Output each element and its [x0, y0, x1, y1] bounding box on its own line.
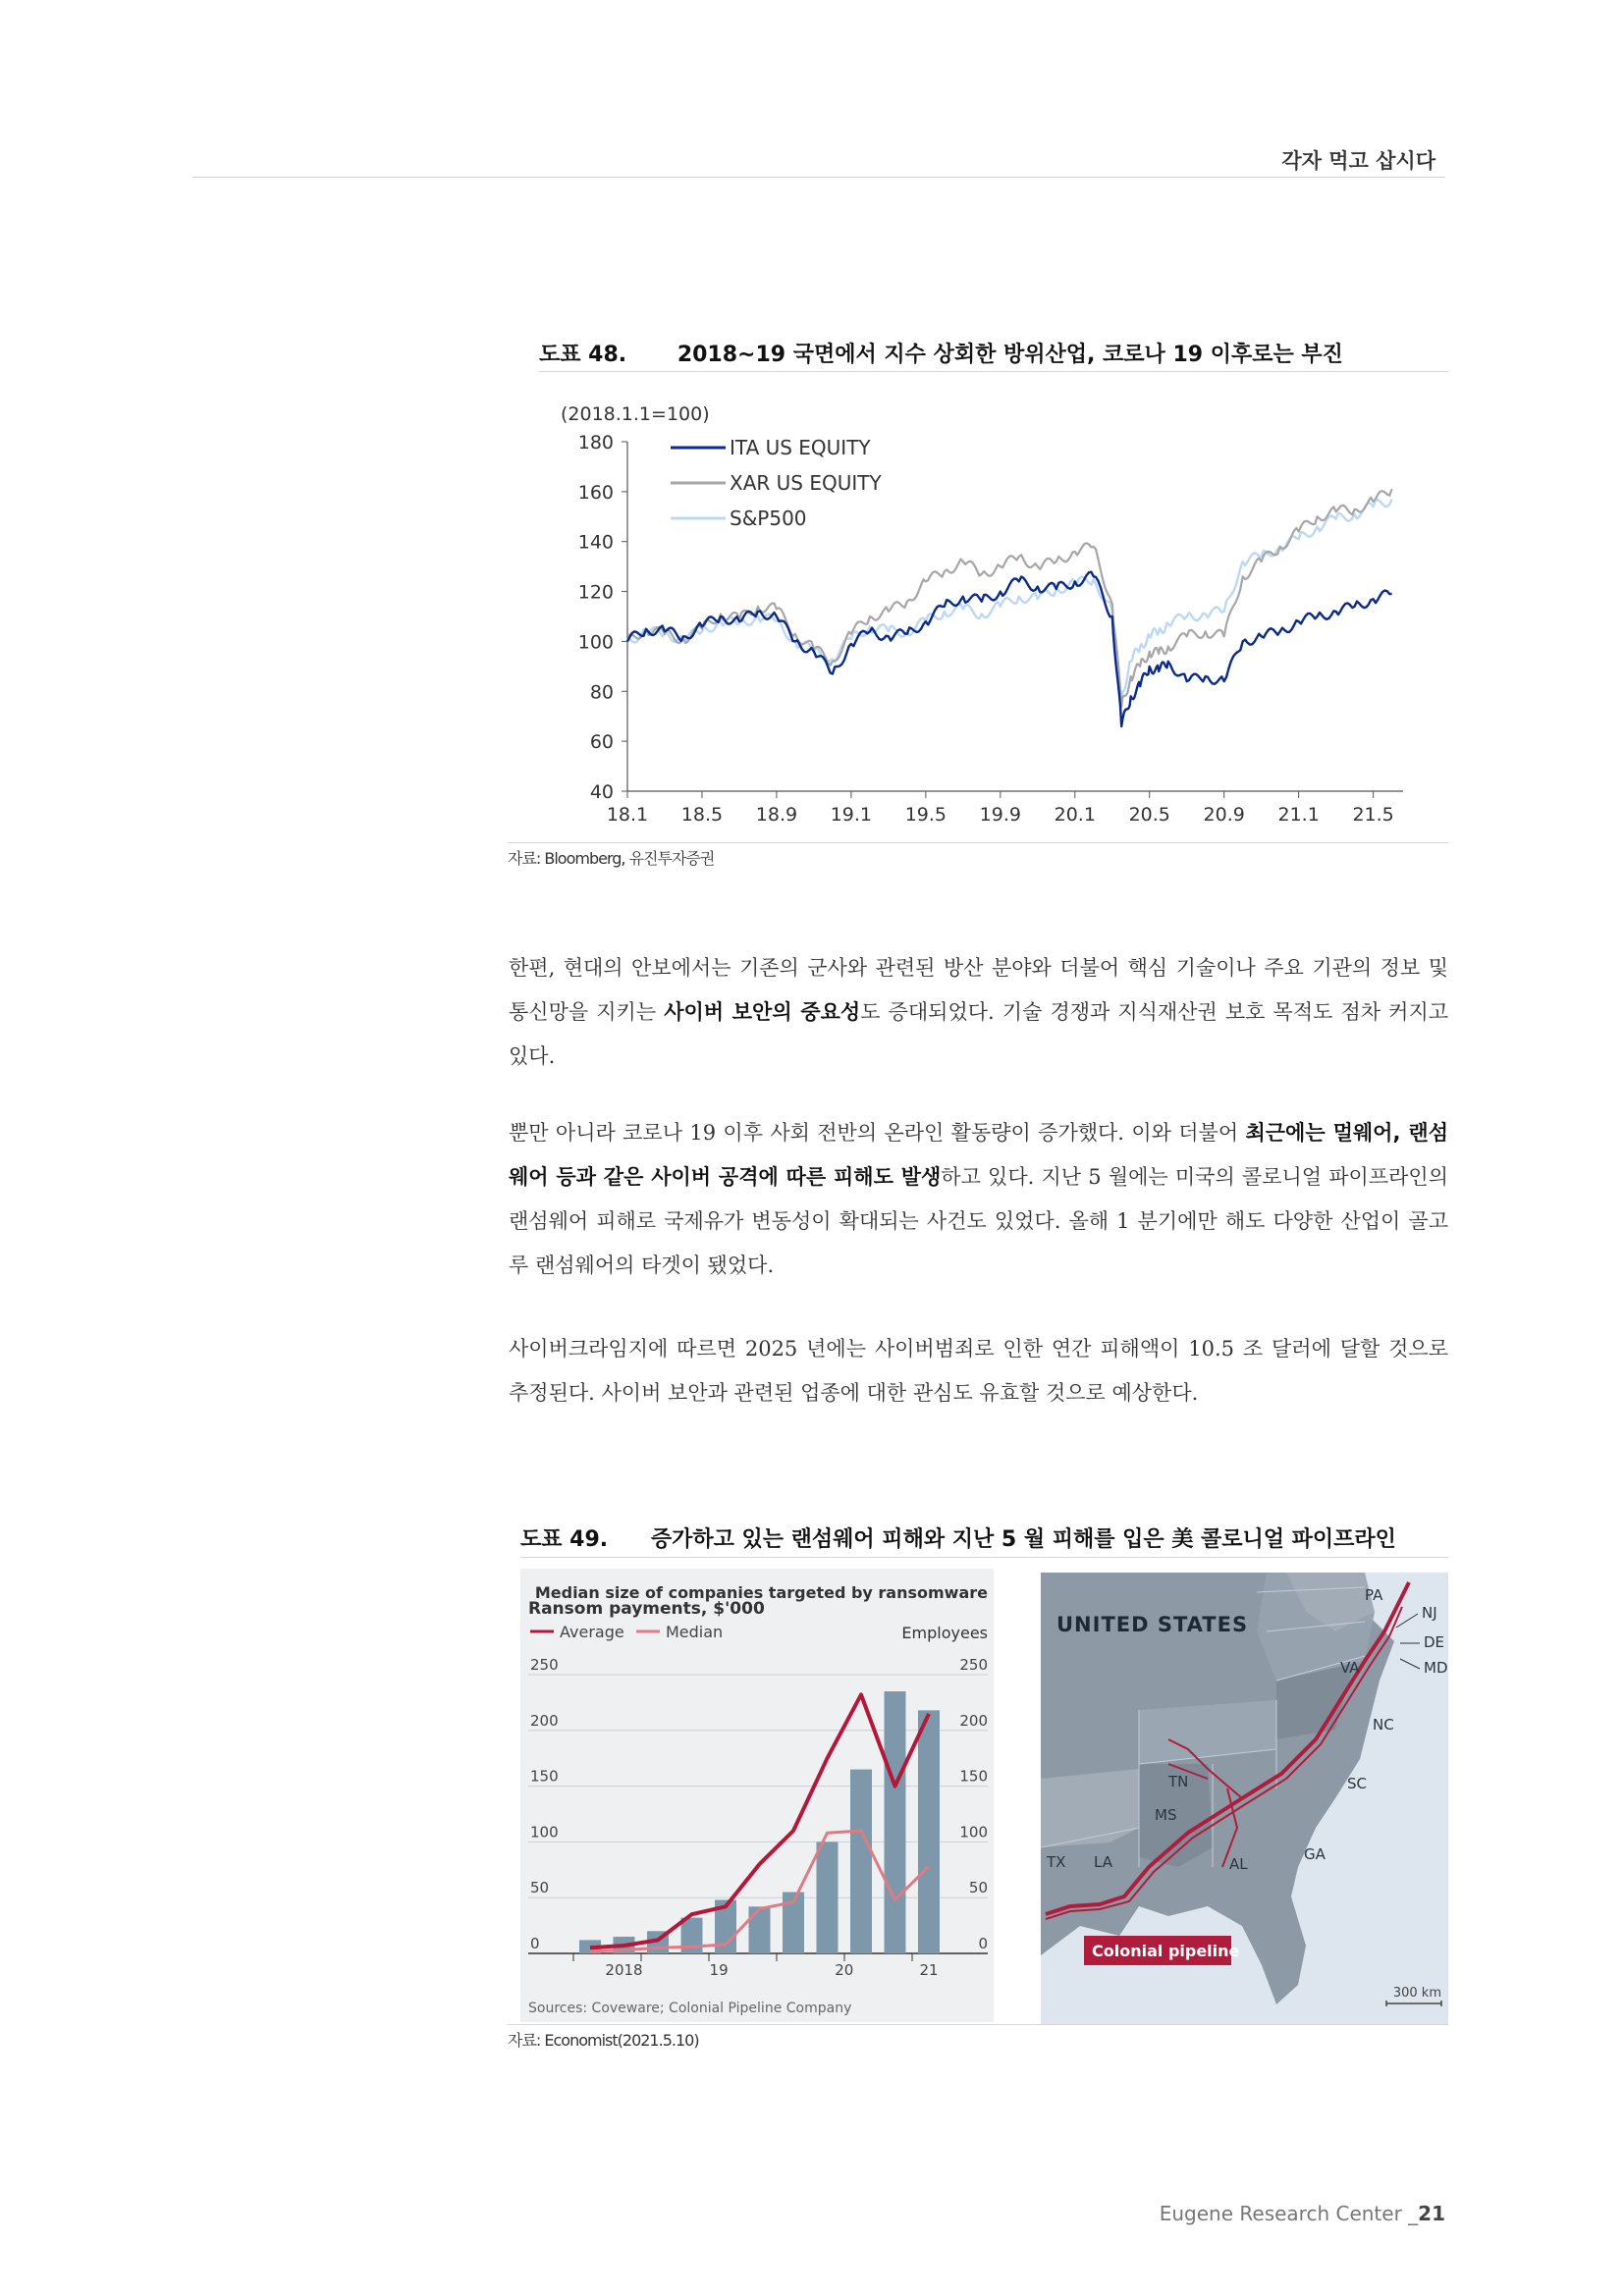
paragraph-2 [509, 1111, 1448, 1288]
chart49-x-tick-label: 2018 [605, 1961, 643, 1979]
figure48-heading [539, 338, 1343, 368]
chart49-left-tick-label: 0 [530, 1935, 540, 1952]
chart48-legend-label: XAR US EQUITY [730, 471, 882, 495]
chart48-x-tick-label: 21.1 [1277, 804, 1320, 826]
right-title: Median size of companies targeted by ransomware [534, 1583, 988, 1602]
page-number: 21 [1418, 2202, 1445, 2225]
chart48-y-tick-label: 80 [589, 681, 614, 704]
figure48-bottom-rule [508, 842, 1448, 843]
p2-text-b: 하고 있다. 지난 5 월에는 미국의 콜로니얼 파이프라인의 랜섬웨어 피해로 국제유가 변동성이 확대되는 사건도 있었다. 올해 1 분기에만 해도 다양한 산업이 골고루 랜섬웨어의 타겟이 됐었다. [509, 1165, 1448, 1277]
state-label-tn: TN [1168, 1773, 1189, 1790]
map-scale-label: 300 km [1392, 1986, 1441, 2001]
chart48-x-tick-label: 19.9 [979, 804, 1021, 826]
chart48-x-tick-label: 20.5 [1128, 804, 1170, 826]
state-label-tx: TX [1047, 1853, 1066, 1871]
figure48-title: 2018~19 국면에서 지수 상회한 방위산업, 코로나 19 이후로는 부진 [677, 343, 1343, 367]
pipeline-label: Colonial pipeline [1092, 1942, 1240, 1960]
chart49-right-tick-label: 100 [959, 1823, 988, 1842]
chart48-y-tick-label: 160 [577, 481, 614, 504]
state-label-ms: MS [1155, 1806, 1177, 1824]
paragraph-3 [509, 1327, 1448, 1415]
p1-text-a: 한편, 현대의 안보에서는 기존의 군사와 관련된 방산 분야와 더불어 핵심 기술이나 주요 기관의 정보 및 통신망을 지키는 [509, 956, 1448, 1024]
state-label-sc: SC [1347, 1775, 1367, 1792]
state-label-va: VA [1340, 1659, 1360, 1677]
header-rule [192, 177, 1445, 178]
figure48-source: 자료: Bloomberg, 유진투자증권 [508, 849, 715, 868]
map-title: UNITED STATES [1056, 1613, 1249, 1636]
chart49-legend-label: Median [666, 1623, 724, 1641]
chart49-left-tick-label: 50 [530, 1879, 550, 1897]
figure49-source: 자료: Economist(2021.5.10) [508, 2031, 699, 2050]
figure49-rule [520, 1557, 1448, 1558]
state-label-la: LA [1094, 1853, 1112, 1871]
state-label-md: MD [1424, 1659, 1448, 1677]
chart49-bar [749, 1906, 771, 1953]
state-label-pa: PA [1365, 1586, 1383, 1604]
state-label-nj: NJ [1422, 1604, 1437, 1622]
p1-text-b: 도 증대되었다. 기술 경쟁과 지식재산권 보호 목적도 점차 커지고 있다. [509, 1000, 1449, 1068]
chart48-y-tick-label: 40 [589, 781, 614, 803]
chart48-y-tick-label: 60 [589, 731, 614, 754]
state-label-ga: GA [1304, 1845, 1326, 1863]
figure49-number: 도표 49. [520, 1527, 609, 1552]
running-header: 각자 먹고 삽시다 [1281, 149, 1435, 173]
chart48-legend-label: S&P500 [730, 507, 807, 530]
state-label-nc: NC [1373, 1716, 1394, 1734]
chart49-right-tick-label: 50 [968, 1879, 988, 1897]
figure49-title: 증가하고 있는 랜섬웨어 피해와 지난 5 월 피해를 입은 美 콜로니얼 파이프라인 [650, 1527, 1396, 1552]
figure48-rule [539, 371, 1448, 372]
chart48-x-tick-label: 19.1 [830, 804, 873, 826]
chart48-x-tick-label: 19.5 [904, 804, 947, 826]
left-title: Ransom payments, $'000 [528, 1599, 765, 1619]
chart49-x-tick-label: 21 [919, 1961, 939, 1979]
p3-text-a: 사이버크라임지에 따르면 2025 년에는 사이버범죄로 인한 연간 피해액이 10.5 조 달러에 달할 것으로 추정된다. 사이버 보안과 관련된 업종에 대한 관심도 유효할 것으로 예상한다. [509, 1337, 1448, 1405]
chart49-left-tick-label: 250 [530, 1656, 559, 1674]
ransomware-chart [520, 1569, 994, 2022]
chart48-x-tick-label: 21.5 [1352, 804, 1394, 826]
figure48-number: 도표 48. [539, 343, 627, 367]
chart49-bar [817, 1842, 839, 1953]
chart49-legend-label: Average [560, 1623, 624, 1641]
page-footer [1160, 2202, 1445, 2225]
state-label-de: DE [1424, 1633, 1445, 1651]
p1-bold: 사이버 보안의 중요성 [664, 1000, 861, 1024]
chart49-bar [918, 1710, 940, 1953]
figure49-heading [520, 1522, 1396, 1553]
chart49-right-tick-label: 250 [959, 1656, 988, 1674]
p2-text-a: 뿐만 아니라 코로나 19 이후 사회 전반의 온라인 활동량이 증가했다. 이와 더불어 [509, 1121, 1246, 1145]
chart48-series-line-0 [627, 572, 1392, 726]
chart48-legend [671, 436, 882, 530]
chart48-legend-label: ITA US EQUITY [730, 436, 871, 459]
paragraph-1 [509, 946, 1448, 1079]
chart48-y-tick-label: 140 [577, 531, 614, 554]
chart48-x-tick-label: 18.5 [680, 804, 724, 826]
chart49-x-tick-label: 20 [835, 1961, 854, 1979]
chart49-bar [885, 1691, 906, 1953]
chart48-x-tick-label: 20.1 [1054, 804, 1096, 826]
p2-bold: 최근에는 멀웨어, 랜섬웨어 등과 같은 사이버 공격에 따른 피해도 발생 [509, 1121, 1448, 1189]
chart48-y-tick-label: 100 [577, 631, 614, 654]
defense-index-chart [539, 383, 1452, 844]
right-axis-label: Employees [901, 1624, 988, 1642]
state-label-al: AL [1229, 1855, 1248, 1873]
chart49-left-tick-label: 200 [530, 1711, 559, 1730]
chart48-x-tick-label: 20.9 [1203, 804, 1245, 826]
chart48-y-tick-label: 120 [577, 581, 614, 604]
chart48-y-tick-label: 180 [577, 432, 614, 454]
chart49-x-tick-label: 19 [709, 1961, 729, 1979]
chart48-x-tick-label: 18.9 [755, 804, 798, 826]
chart49-left-tick-label: 150 [530, 1767, 559, 1786]
figure49-bottom-rule [508, 2024, 1448, 2025]
chart48-unit-note: (2018.1.1=100) [561, 403, 710, 425]
chart49-right-tick-label: 200 [959, 1711, 988, 1730]
chart48-x-tick-label: 18.1 [606, 804, 649, 826]
chart49-right-tick-label: 0 [978, 1935, 988, 1952]
chart49-left-tick-label: 100 [530, 1823, 559, 1842]
chart49-sources: Sources: Coveware; Colonial Pipeline Company [528, 2001, 852, 2016]
chart49-bar [850, 1770, 872, 1953]
colonial-pipeline-map [1041, 1573, 1448, 2024]
footer-org: Eugene Research Center _ [1159, 2202, 1419, 2225]
chart49-right-tick-label: 150 [959, 1767, 988, 1786]
